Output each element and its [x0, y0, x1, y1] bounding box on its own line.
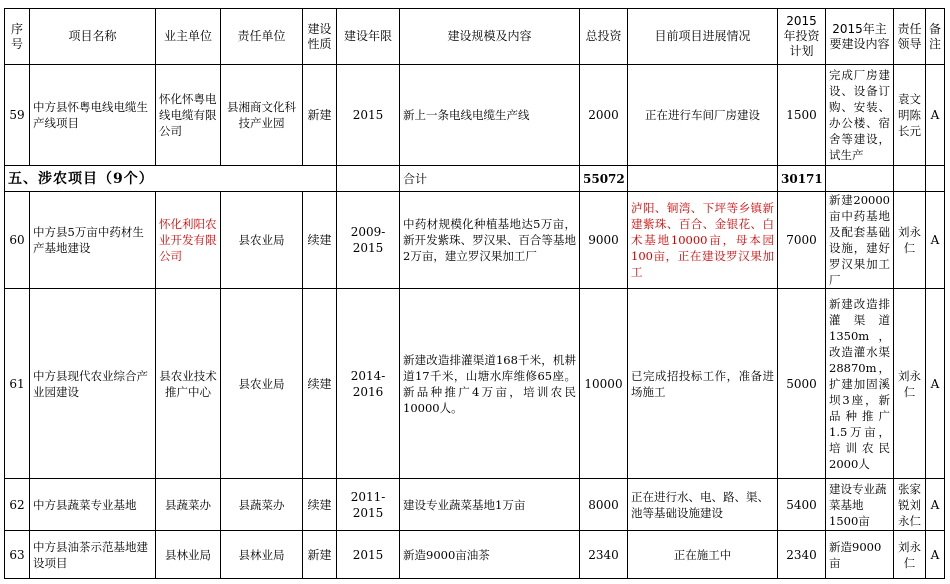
- cell-total: 8000: [580, 479, 628, 531]
- cell-progress: 正在施工中: [628, 531, 778, 579]
- cell-owner: 县蔬菜办: [156, 479, 221, 531]
- cell-scale: 新上一条电线电缆生产线: [400, 65, 580, 166]
- cell-plan2015: 2340: [778, 531, 826, 579]
- cell-scale: 建设专业蔬菜基地1万亩: [400, 479, 580, 531]
- cell-nature: 新建: [303, 531, 337, 579]
- cell-period: 2015: [337, 65, 400, 166]
- section-subtotal-total: 55072: [580, 166, 628, 192]
- cell-name: 中方县蔬菜专业基地: [30, 479, 156, 531]
- header-progress: 目前项目进展情况: [628, 9, 778, 65]
- cell-content2015: 新造9000亩: [826, 531, 894, 579]
- cell-nature: 续建: [303, 479, 337, 531]
- header-nature: 建设性质: [303, 9, 337, 65]
- section-empty: [894, 166, 926, 192]
- cell-owner: 县林业局: [156, 531, 221, 579]
- cell-progress: 已完成招投标工作，准备进场施工: [628, 289, 778, 479]
- cell-note: A: [926, 65, 945, 166]
- cell-progress: 正在进行水、电、路、渠、池等基础设施建设: [628, 479, 778, 531]
- table-row: [5, 289, 945, 479]
- cell-leader: 张家锐刘永仁: [894, 479, 926, 531]
- cell-content2015: 建设专业蔬菜基地1500亩: [826, 479, 894, 531]
- header-name: 项目名称: [30, 9, 156, 65]
- cell-progress: 泸阳、铜湾、下坪等乡镇新建紫珠、百合、金银花、白术基地10000亩，母本园100亩，正在建设罗汉果加工: [628, 192, 778, 289]
- header-seq: 序号: [5, 9, 30, 65]
- cell-note: A: [926, 289, 945, 479]
- cell-name: 中方县油茶示范基地建设项目: [30, 531, 156, 579]
- cell-nature: 新建: [303, 65, 337, 166]
- header-owner: 业主单位: [156, 9, 221, 65]
- cell-total: 9000: [580, 192, 628, 289]
- cell-resp-unit: 县农业局: [221, 289, 303, 479]
- cell-total: 2340: [580, 531, 628, 579]
- section-row: [5, 166, 945, 192]
- cell-resp-unit: 县湘商文化科技产业园: [221, 65, 303, 166]
- cell-resp-unit: 县林业局: [221, 531, 303, 579]
- cell-total: 2000: [580, 65, 628, 166]
- table-row: [5, 531, 945, 579]
- cell-note: A: [926, 531, 945, 579]
- header-scale: 建设规模及内容: [400, 9, 580, 65]
- cell-content2015: 新建改造排灌渠道1350m，改造灌水渠28870m，扩建加固溪坝3座，新品种推广1.5万亩，培训农民2000人: [826, 289, 894, 479]
- cell-period: 2011-2015: [337, 479, 400, 531]
- cell-leader: 刘永仁: [894, 289, 926, 479]
- cell-content2015: 完成厂房建设、设备订购、安装、办公楼、宿舍等建设，试生产: [826, 65, 894, 166]
- section-title: 五、涉农项目（9个）: [5, 166, 337, 192]
- cell-scale: 新造9000亩油茶: [400, 531, 580, 579]
- cell-seq: 60: [5, 192, 30, 289]
- header-period: 建设年限: [337, 9, 400, 65]
- cell-owner: 怀化利阳农业开发有限公司: [156, 192, 221, 289]
- cell-resp-unit: 县农业局: [221, 192, 303, 289]
- cell-plan2015: 5000: [778, 289, 826, 479]
- section-empty: [926, 166, 945, 192]
- cell-period: 2014-2016: [337, 289, 400, 479]
- cell-note: A: [926, 192, 945, 289]
- table-row: [5, 479, 945, 531]
- header-total: 总投资: [580, 9, 628, 65]
- section-empty: [337, 166, 400, 192]
- cell-nature: 续建: [303, 289, 337, 479]
- cell-content2015: 新建20000亩中药基地及配套基础设施，建好罗汉果加工厂: [826, 192, 894, 289]
- cell-resp-unit: 县蔬菜办: [221, 479, 303, 531]
- header-plan2015: 2015年投资计划: [778, 9, 826, 65]
- section-subtotal-plan: 30171: [778, 166, 826, 192]
- cell-name: 中方县5万亩中药材生产基地建设: [30, 192, 156, 289]
- section-empty: [826, 166, 894, 192]
- cell-progress: 正在进行车间厂房建设: [628, 65, 778, 166]
- header-note: 备注: [926, 9, 945, 65]
- cell-owner: 怀化怀粤电线电缆有限公司: [156, 65, 221, 166]
- section-empty: [628, 166, 778, 192]
- cell-name: 中方县怀粤电线电缆生产线项目: [30, 65, 156, 166]
- project-table: [4, 8, 945, 579]
- section-subtotal-label: 合计: [400, 166, 580, 192]
- cell-seq: 61: [5, 289, 30, 479]
- table-row: [5, 192, 945, 289]
- cell-leader: 刘永仁: [894, 192, 926, 289]
- header-leader: 责任领导: [894, 9, 926, 65]
- header-resp-unit: 责任单位: [221, 9, 303, 65]
- cell-owner: 县农业技术推广中心: [156, 289, 221, 479]
- cell-leader: 刘永仁: [894, 531, 926, 579]
- cell-plan2015: 1500: [778, 65, 826, 166]
- cell-scale: 新建改造排灌渠道168千米，机耕道17千米，山塘水库维修65座。新品种推广4万亩，培训农民10000人。: [400, 289, 580, 479]
- cell-period: 2009-2015: [337, 192, 400, 289]
- cell-name: 中方县现代农业综合产业园建设: [30, 289, 156, 479]
- cell-seq: 63: [5, 531, 30, 579]
- header-row: [5, 9, 945, 65]
- cell-total: 10000: [580, 289, 628, 479]
- cell-scale: 中药材规模化种植基地达5万亩，新开发紫珠、罗汉果、百合等基地2万亩，建立罗汉果加工厂: [400, 192, 580, 289]
- cell-leader: 袁文明陈长元: [894, 65, 926, 166]
- cell-seq: 62: [5, 479, 30, 531]
- table-row: [5, 65, 945, 166]
- cell-seq: 59: [5, 65, 30, 166]
- header-content2015: 2015年主要建设内容: [826, 9, 894, 65]
- cell-note: A: [926, 479, 945, 531]
- cell-plan2015: 7000: [778, 192, 826, 289]
- cell-period: 2015: [337, 531, 400, 579]
- cell-plan2015: 5400: [778, 479, 826, 531]
- cell-nature: 续建: [303, 192, 337, 289]
